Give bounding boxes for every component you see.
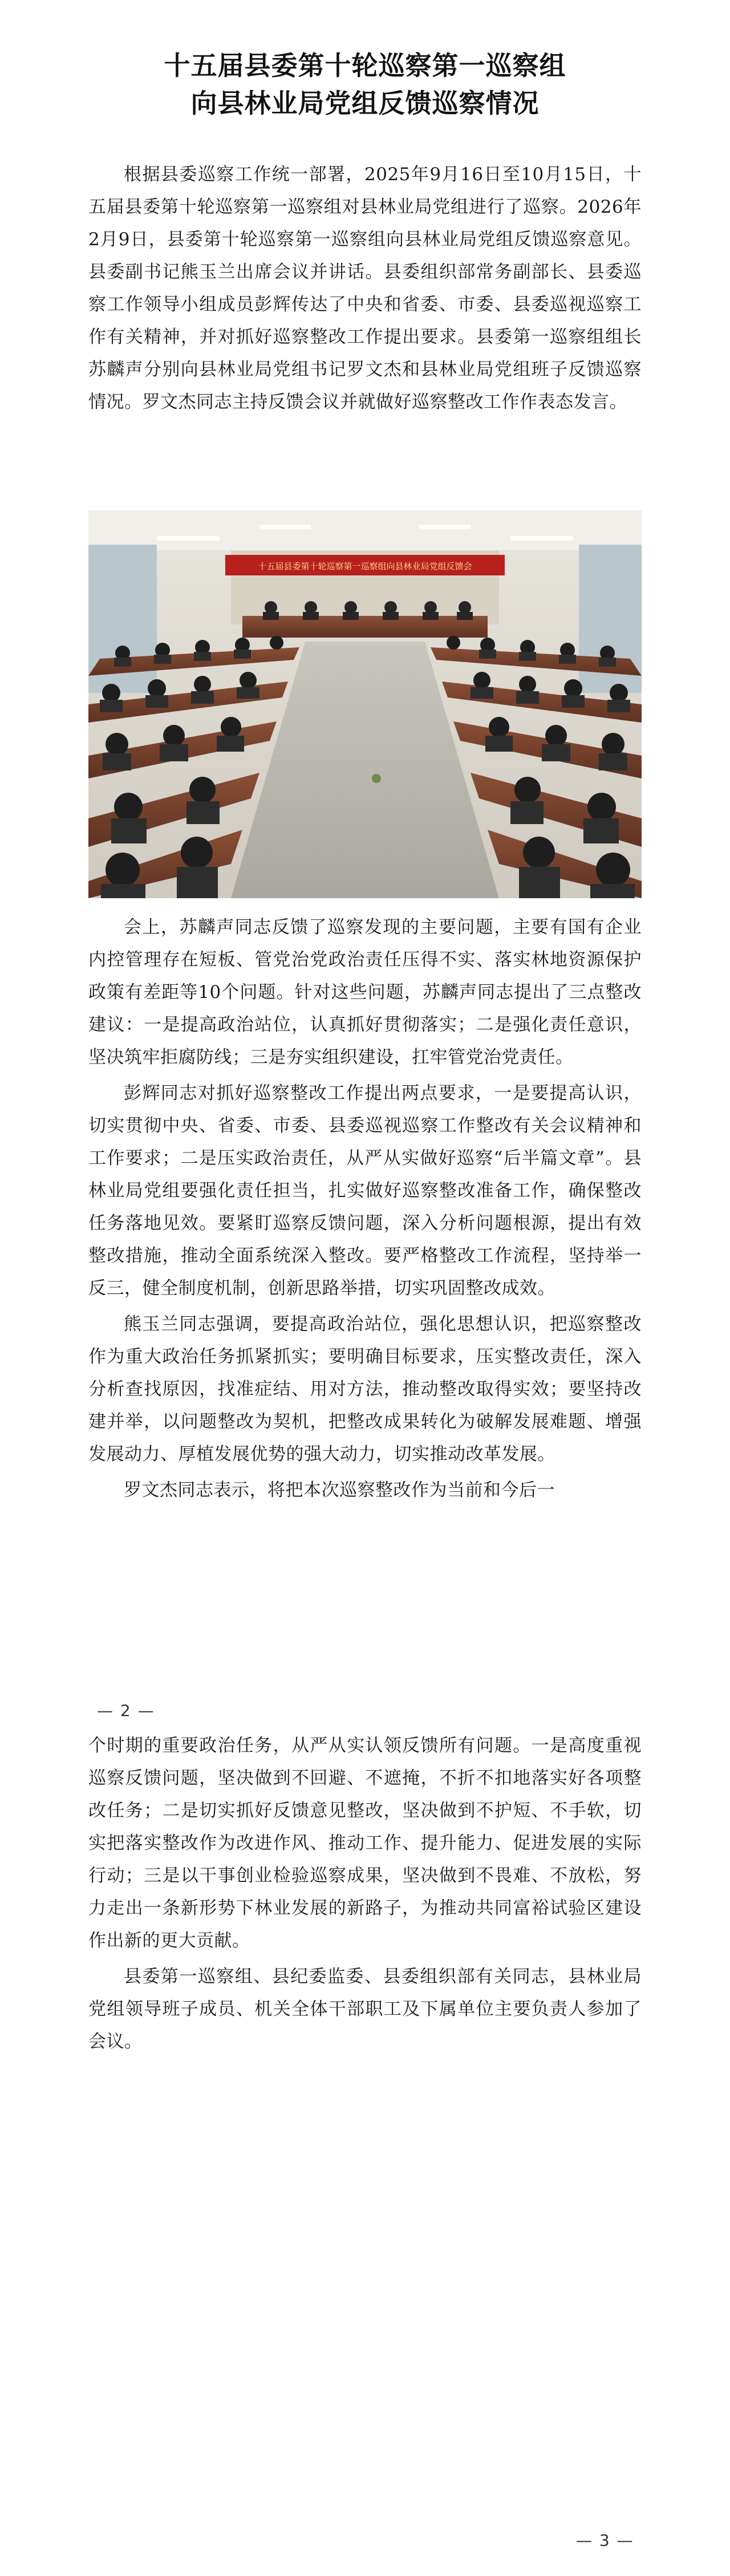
page-number-2: — 2 — bbox=[97, 1701, 155, 1720]
intro-section bbox=[88, 159, 642, 419]
photo-banner-text: 十五届县委第十轮巡察第一巡察组向县林业局党组反馈会 bbox=[258, 561, 472, 571]
paragraph-luowenjie-start: 罗文杰同志表示，将把本次巡察整改作为当前和今后一 bbox=[124, 1480, 555, 1500]
paragraph-feedback: 会上，苏麟声同志反馈了巡察发现的主要问题，主要有国有企业内控管理存在短板、管党治党政治责任压得不实、落实林地资源保护政策有差距等10个问题。针对这些问题，苏麟声同志提出了三点整改建议：一是提高政治站位，认真抓好贯彻落实；二是强化责任意识，坚决筑牢拒腐防线；三是夯实组织建设，扛牢管党治党责任。 bbox=[88, 917, 642, 1068]
paragraph-attendees: 县委第一巡察组、县纪委监委、县委组织部有关同志，县林业局党组领导班子成员、机关全体干部职工及下属单位主要负责人参加了会议。 bbox=[88, 1966, 642, 2052]
paragraph-luowenjie-continued: 个时期的重要政治任务，从严从实认领反馈所有问题。一是高度重视巡察反馈问题，坚决做到不回避、不遮掩，不折不扣地落实好各项整改任务；二是切实抓好反馈意见整改，坚决做到不护短、不手软，切实把落实整改作为改进作风、推动工作、提升能力、促进发展的实际行动；三是以干事创业检验巡察成果，坚决做到不畏难、不放松，努力走出一条新形势下林业发展的新路子，为推动共同富裕试验区建设作出新的更大贡献。 bbox=[88, 1735, 642, 1951]
continuation-section bbox=[88, 1730, 642, 2058]
title-line-2: 向县林业局党组反馈巡察情况 bbox=[190, 88, 540, 119]
body-section bbox=[88, 911, 642, 1507]
meeting-photo bbox=[88, 510, 642, 898]
document-title bbox=[0, 47, 730, 122]
title-line-1: 十五届县委第十轮巡察第一巡察组 bbox=[164, 50, 566, 81]
page-number-3: — 3 — bbox=[576, 2531, 634, 2550]
paragraph-penghui: 彭辉同志对抓好巡察整改工作提出两点要求，一是要提高认识，切实贯彻中央、省委、市委、县委巡视巡察工作整改有关会议精神和工作要求；二是压实政治责任，从严从实做好巡察“后半篇文章”。县林业局党组要强化责任担当，扎实做好巡察整改准备工作，确保整改任务落地见效。要紧盯巡察反馈问题，深入分析问题根源，提出有效整改措施，推动全面系统深入整改。要严格整改工作流程，坚持举一反三，健全制度机制，创新思路举措，切实巩固整改成效。 bbox=[88, 1083, 642, 1299]
paragraph-intro: 根据县委巡察工作统一部署，2025年9月16日至10月15日，十五届县委第十轮巡察第一巡察组对县林业局党组进行了巡察。2026年2月9日，县委第十轮巡察第一巡察组向县林业局党组反馈巡察意见。县委副书记熊玉兰出席会议并讲话。县委组织部常务副部长、县委巡察工作领导小组成员彭辉传达了中央和省委、市委、县委巡视巡察工作有关精神，并对抓好巡察整改工作提出要求。县委第一巡察组组长苏麟声分别向县林业局党组书记罗文杰和县林业局党组班子反馈巡察情况。罗文杰同志主持反馈会议并就做好巡察整改工作作表态发言。 bbox=[88, 164, 642, 412]
paragraph-xiongyulan: 熊玉兰同志强调，要提高政治站位，强化思想认识，把巡察整改作为重大政治任务抓紧抓实；要明确目标要求，压实整改责任，深入分析查找原因，找准症结、用对方法，推动整改取得实效；要坚持改建并举，以问题整改为契机，把整改成果转化为破解发展难题、增强发展动力、厚植发展优势的强大动力，切实推动改革发展。 bbox=[88, 1314, 642, 1465]
